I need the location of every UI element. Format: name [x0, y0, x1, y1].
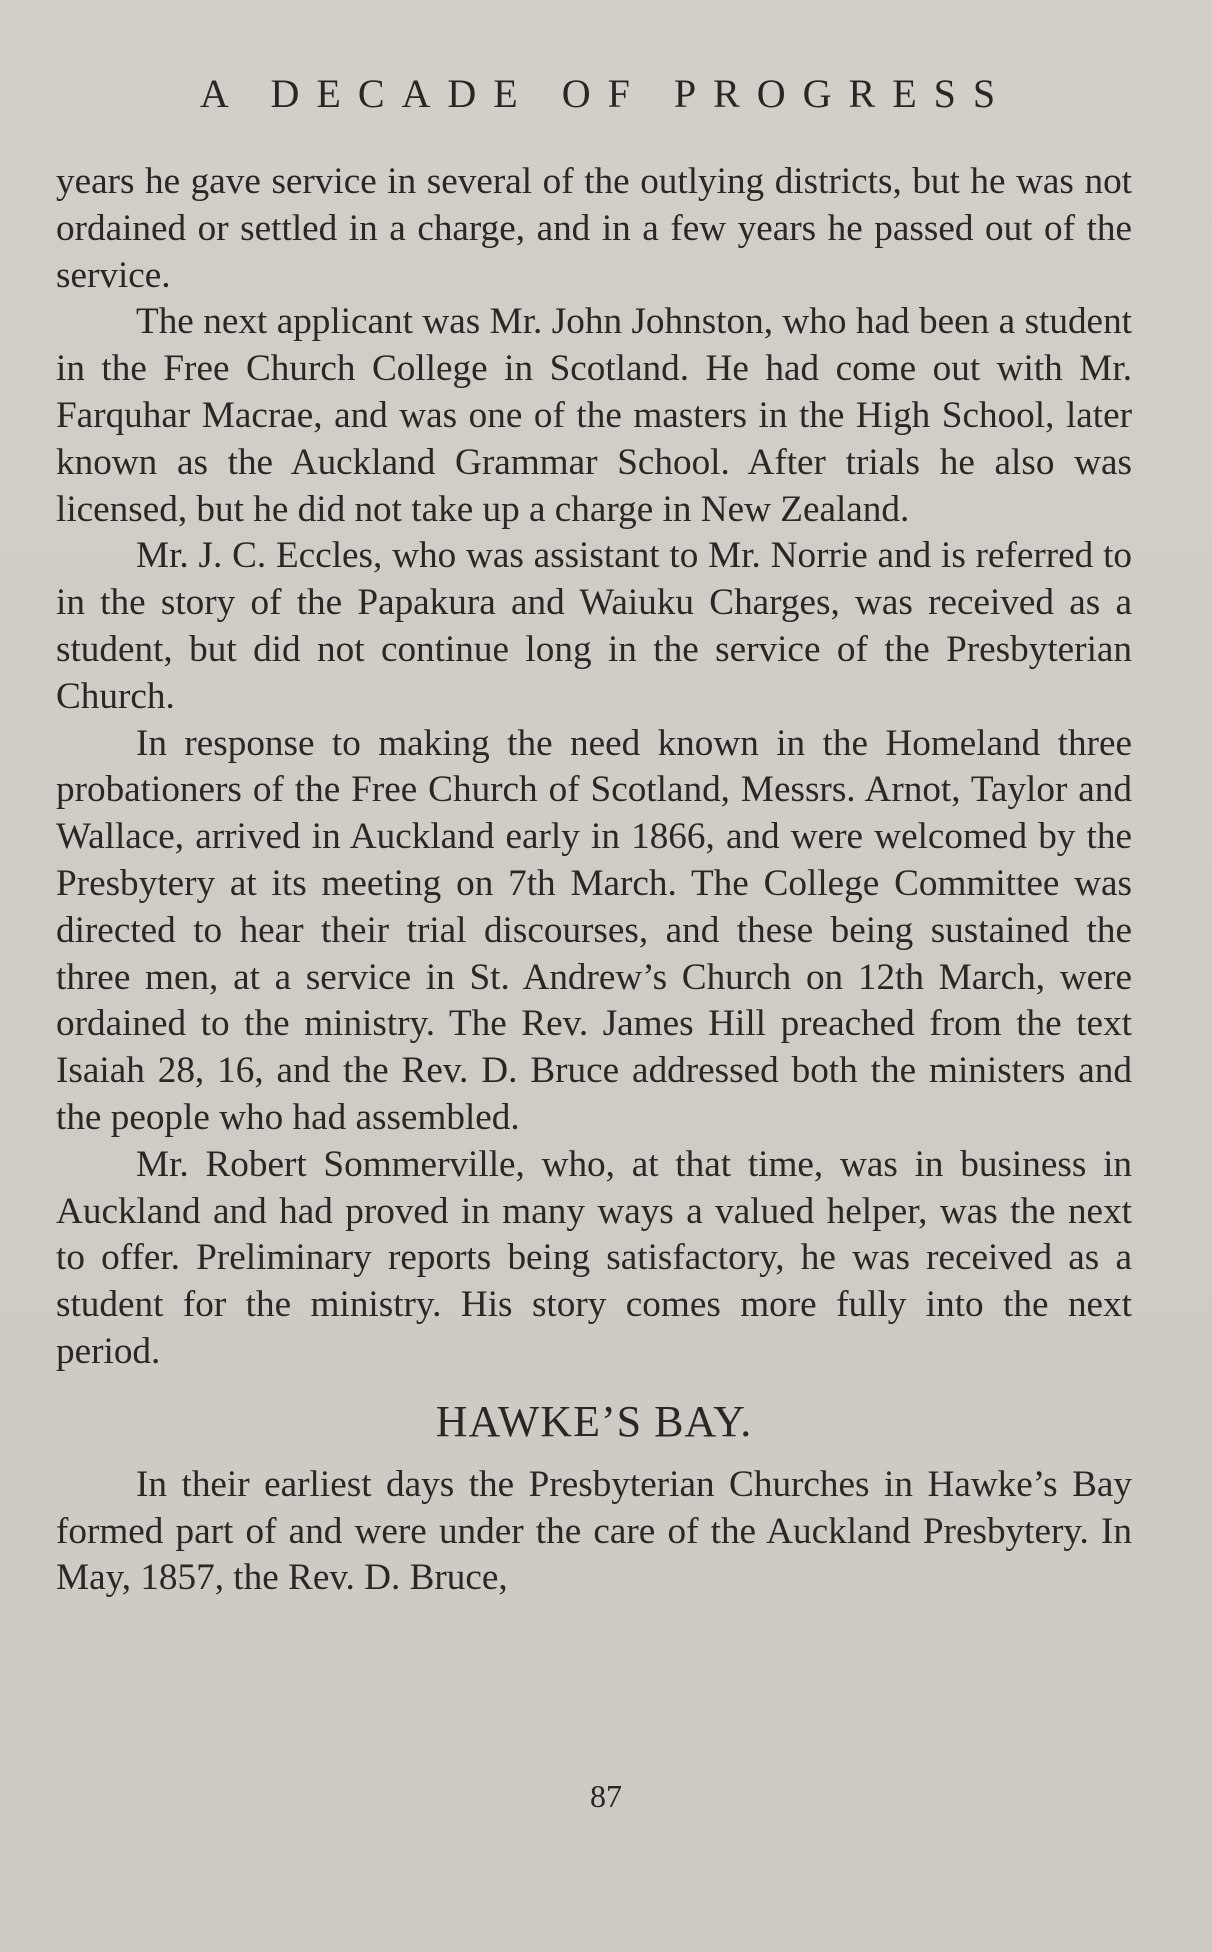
paragraph-eccles: Mr. J. C. Eccles, who was assistant to Mr. Norrie and is referred to in the story of the Papakura and Waiuku Charges, was received as a student, but did not continue long in the service of the Presbyterian Church.	[56, 535, 1132, 717]
paragraph-continued: years he gave service in several of the outlying districts, but he was not ordained or settled in a charge, and in a few years he passed out of the service.	[56, 161, 1132, 296]
paragraph-hawkes-bay: In their earliest days the Presbyterian Churches in Hawke’s Bay formed part of and were under the care of the Auckland Presbytery. In May, 1857, the Rev. D. Bruce,	[56, 1463, 1132, 1599]
section-heading: HAWKE’S BAY.	[435, 1396, 753, 1446]
paragraph-sommerville: Mr. Robert Sommerville, who, at that time, was in business in Auckland and had proved in many ways a valued helper, was the next to offer. Preliminary reports being satisfactory, he was received as a student for the ministry. His story comes more fully into the next period.	[56, 1143, 1132, 1372]
paragraph-probationers: In response to making the need known in the Homeland three probationers of the Free Church of Scotland, Messrs. Arnot, Taylor and Wallace, arrived in Auckland early in 1866, and were welcomed by the Presbytery at its meeting on 7th March. The College Committee was directed to hear their trial discourses, and these being sustained the three men, at a service in St. Andrew’s Church on 12th March, were ordained to the ministry. The Rev. James Hill preached from the text Isaiah 28, 16, and the Rev. D. Bruce addressed both the ministers and the people who had assembled.	[56, 722, 1132, 1138]
page-number: 87	[590, 1778, 622, 1814]
paragraph-johnston: The next applicant was Mr. John Johnston, who had been a student in the Free Church College in Scotland. He had come out with Mr. Farquhar Macrae, and was one of the masters in the High School, later known as the Auckland Grammar School. After trials he also was licensed, but he did not take up a charge in New Zealand.	[56, 301, 1132, 530]
running-head: A DECADE OF PROGRESS	[199, 71, 1013, 116]
body-text	[56, 159, 1132, 1602]
